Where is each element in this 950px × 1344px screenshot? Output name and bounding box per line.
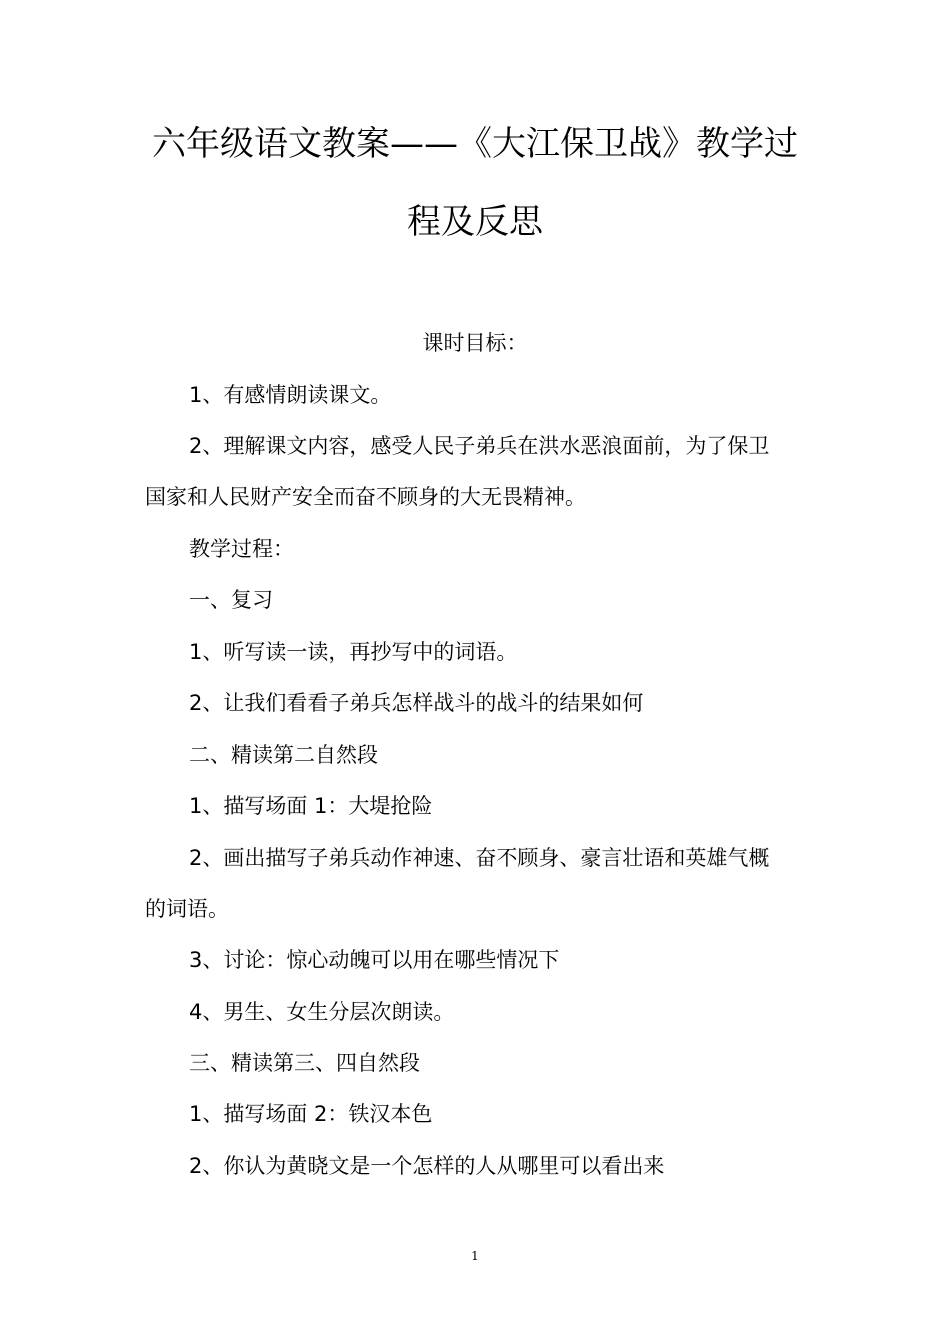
list-item: 1、听写读一读，再抄写中的词语。 <box>189 640 518 664</box>
objective-2-continued: 国家和人民财产安全而奋不顾身的大无畏精神。 <box>145 485 586 509</box>
objective-2: 2、理解课文内容，感受人民子弟兵在洪水恶浪面前，为了保卫 <box>189 434 770 458</box>
list-item: 3、讨论：惊心动魄可以用在哪些情况下 <box>189 948 560 972</box>
section-heading-review: 一、复习 <box>189 588 273 612</box>
list-item: 4、男生、女生分层次朗读。 <box>189 1000 455 1024</box>
document-title-line-2: 程及反思 <box>407 202 543 242</box>
page-number: 1 <box>471 1249 479 1263</box>
objective-1: 1、有感情朗读课文。 <box>189 383 392 407</box>
section-heading-paragraph-2: 二、精读第二自然段 <box>189 743 378 767</box>
objectives-heading: 课时目标： <box>422 331 528 355</box>
list-item: 2、你认为黄晓文是一个怎样的人从哪里可以看出来 <box>189 1154 665 1178</box>
list-item-continued: 的词语。 <box>145 897 229 921</box>
list-item: 1、描写场面 2：铁汉本色 <box>189 1102 433 1126</box>
list-item: 1、描写场面 1：大堤抢险 <box>189 794 433 818</box>
document-title-line-1: 六年级语文教案——《大江保卫战》教学过 <box>152 124 798 164</box>
teaching-process-heading: 教学过程： <box>189 537 294 561</box>
list-item: 2、画出描写子弟兵动作神速、奋不顾身、豪言壮语和英雄气概 <box>189 846 770 870</box>
list-item: 2、让我们看看子弟兵怎样战斗的战斗的结果如何 <box>189 691 644 715</box>
section-heading-paragraph-3-4: 三、精读第三、四自然段 <box>189 1051 420 1075</box>
